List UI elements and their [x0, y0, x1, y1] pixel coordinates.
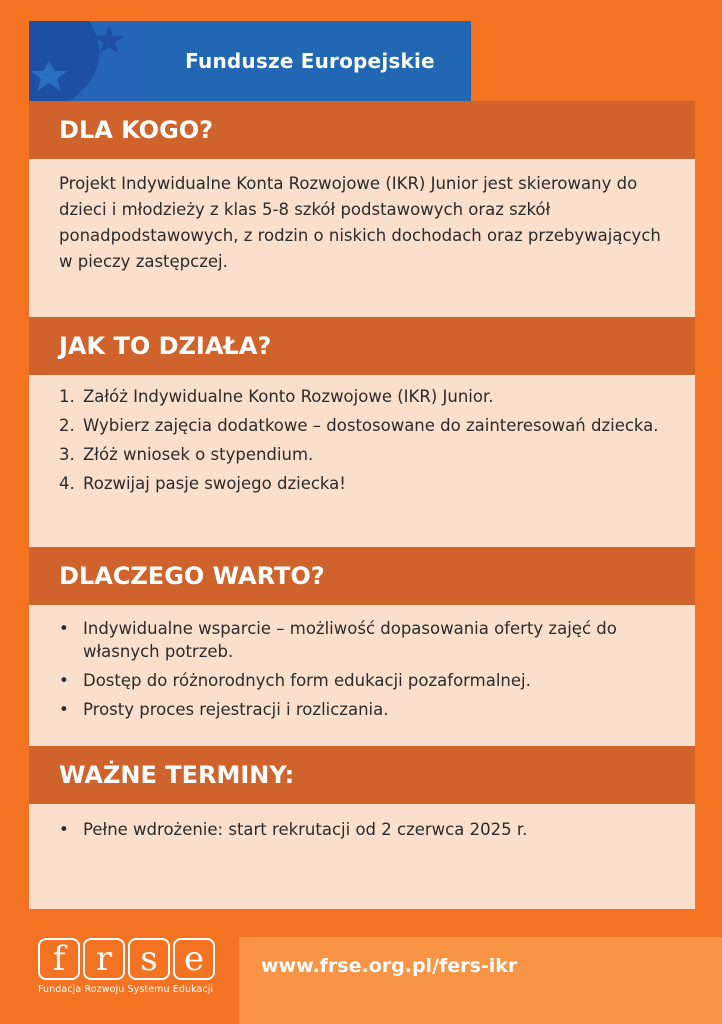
section-heading-dates: WAŻNE TERMINY:	[29, 746, 695, 804]
step-item: 3. Złóż wniosek o stypendium.	[59, 445, 314, 464]
benefit-item: • Indywidualne wsparcie – możliwość dopasowania oferty zajęć do własnych potrzeb.	[59, 619, 617, 661]
benefit-item: • Prosty proces rejestracji i rozliczania.	[59, 700, 389, 719]
eu-stars-icon	[29, 21, 149, 101]
section-heading-how: JAK TO DZIAŁA?	[29, 317, 695, 375]
section-body-dates	[29, 804, 695, 909]
frse-logo-letters: f r s e	[38, 938, 215, 980]
eu-funds-banner	[29, 21, 471, 101]
section-body-how	[29, 375, 695, 547]
step-item: 4. Rozwijaj pasje swojego dziecka!	[59, 474, 346, 493]
dates-list	[59, 818, 665, 841]
website-link[interactable]: www.frse.org.pl/fers-ikr	[239, 937, 722, 1024]
section-body-why	[29, 605, 695, 746]
benefits-list	[59, 617, 665, 721]
section-heading-who: DLA KOGO?	[29, 101, 695, 159]
who-description: Projekt Indywidualne Konta Rozwojowe (IKR) Junior jest skierowany do dzieci i młodzieży z klas 5-8 szkół podstawowych oraz szkół ponadpodstawowych, z rodzin o niskich dochodach oraz przebywających w pieczy zastępczej.	[59, 174, 661, 271]
section-heading-why: DLACZEGO WARTO?	[29, 547, 695, 605]
step-item: 1. Załóż Indywidualne Konto Rozwojowe (IKR) Junior.	[59, 387, 494, 406]
eu-funds-title: Fundusze Europejskie	[185, 49, 435, 73]
benefit-item: • Dostęp do różnorodnych form edukacji pozaformalnej.	[59, 671, 531, 690]
frse-logo	[38, 938, 215, 995]
section-body-who	[29, 159, 695, 317]
date-item: • Pełne wdrożenie: start rekrutacji od 2 czerwca 2025 r.	[59, 820, 528, 839]
frse-logo-subtitle: Fundacja Rozwoju Systemu Edukacji	[38, 984, 214, 995]
step-item: 2. Wybierz zajęcia dodatkowe – dostosowane do zainteresowań dziecka.	[59, 416, 659, 435]
steps-list	[59, 385, 665, 495]
